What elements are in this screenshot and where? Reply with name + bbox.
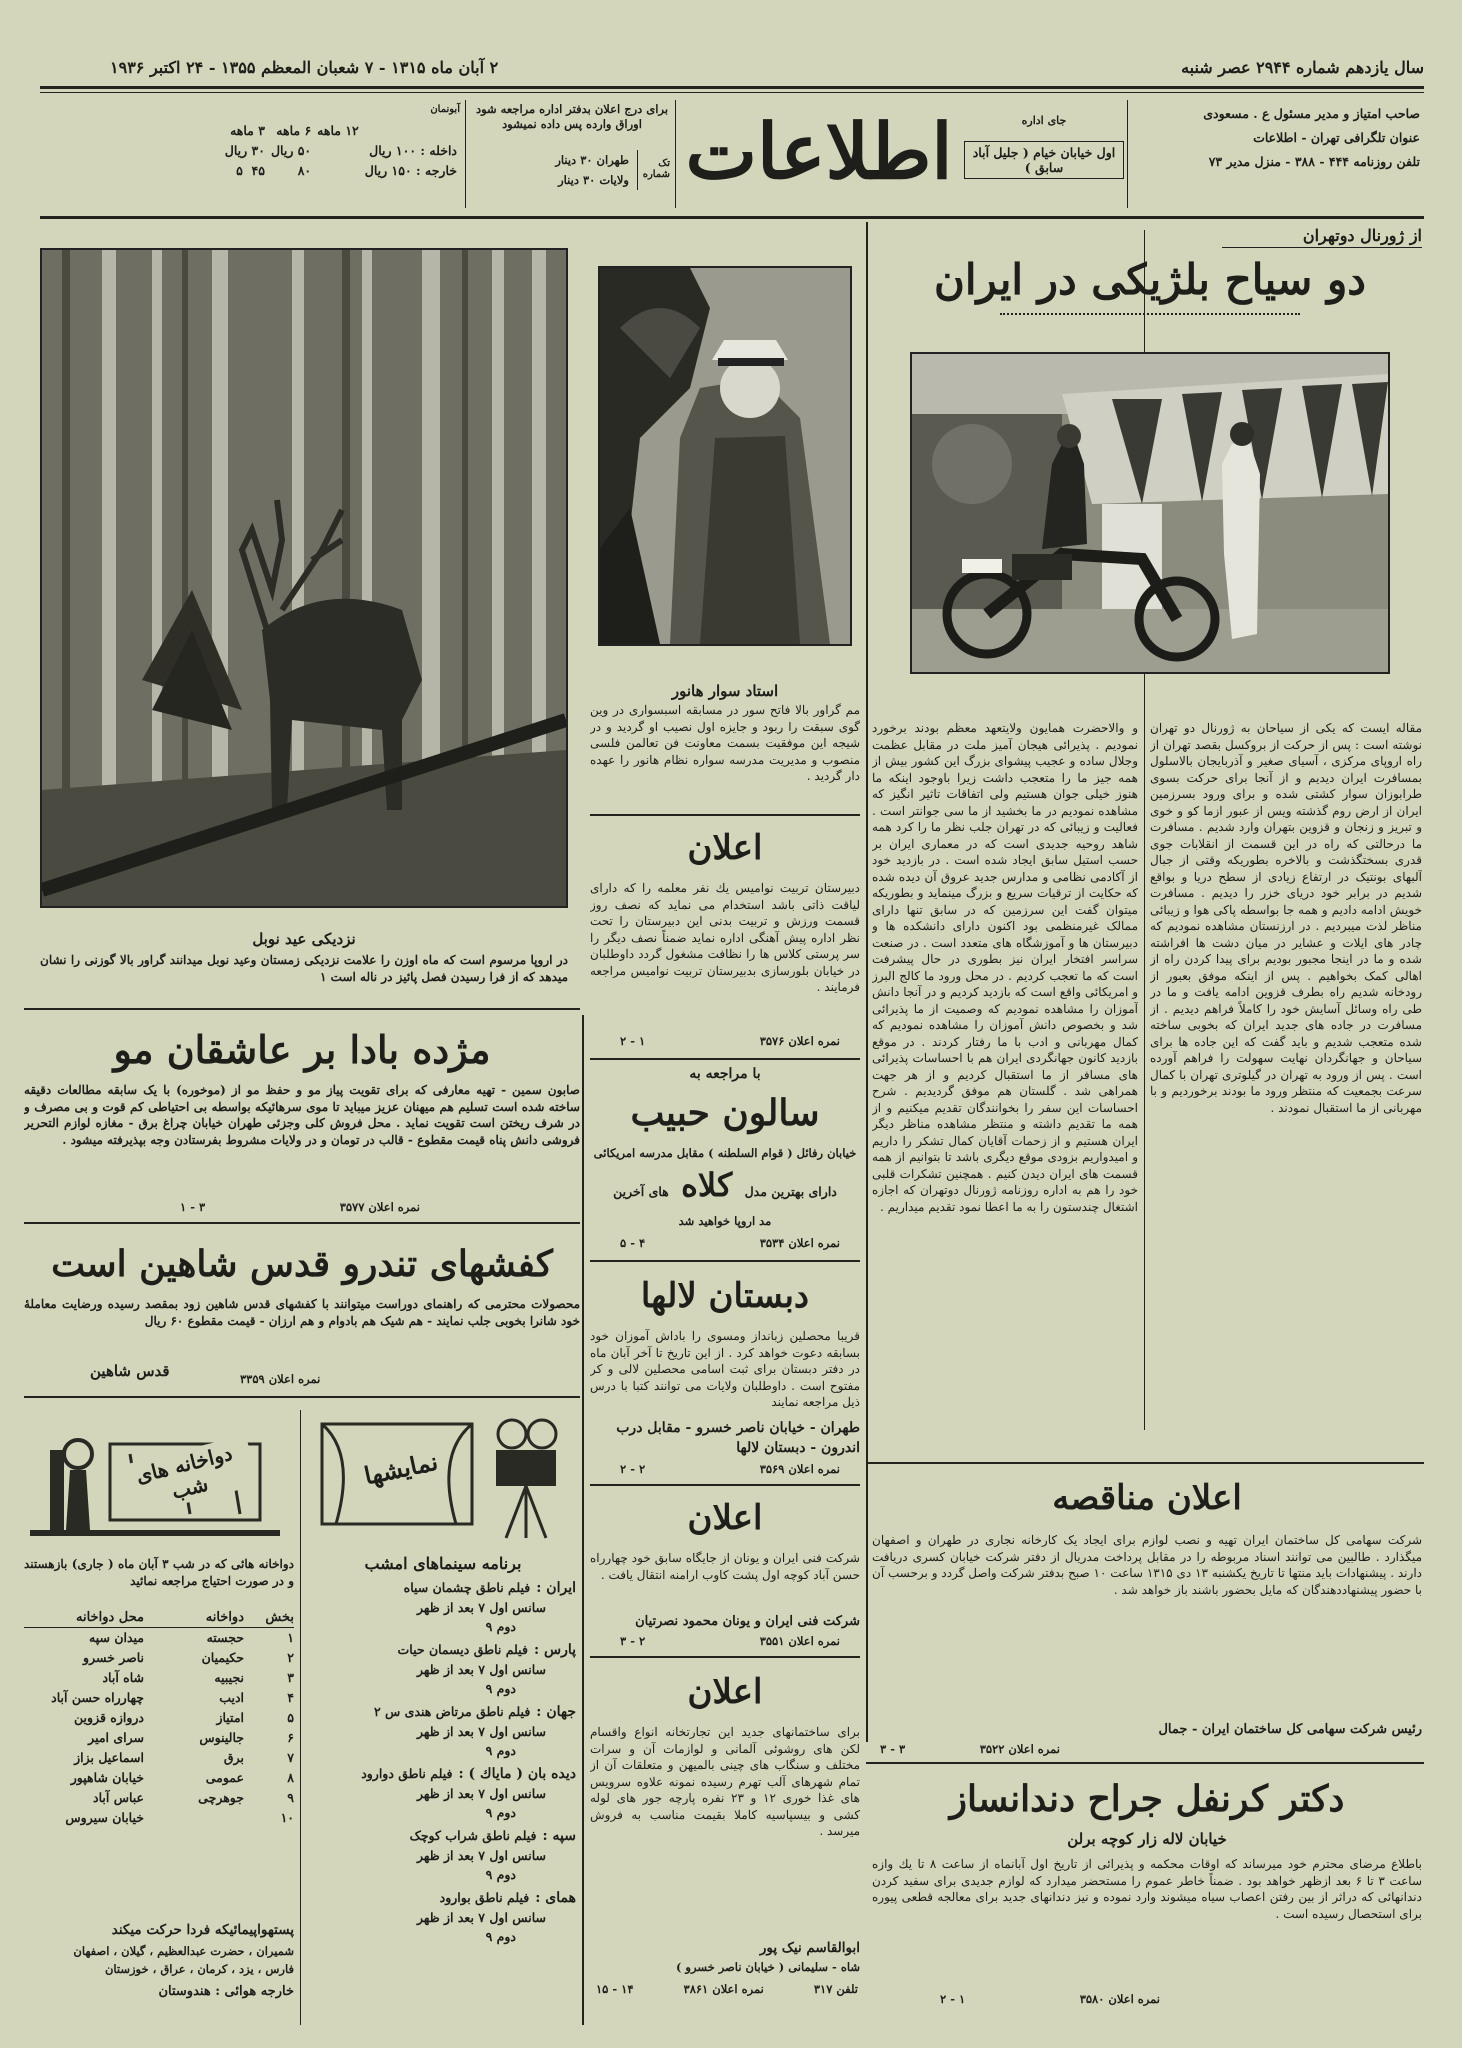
- pharmacy-place: میدان سپه: [89, 1630, 144, 1645]
- masthead-notes: [472, 102, 672, 132]
- motorcycle-photo-image: [912, 354, 1388, 672]
- cinema-show-1: سانس اول ۷ بعد از ظهر: [417, 1600, 546, 1615]
- building-notice-address: شاه - سلیمانی ( خیابان ناصر خسرو ): [675, 1960, 860, 1974]
- pharmacy-district: ۳: [287, 1670, 294, 1685]
- tender-body: شرکت سهامی کل ساختمان ایران تهیه و نصب لوازم برای ایجاد یک کارخانه نجاری در طهران و اصفهان میگذارد . طالبین می توانند اسناد مربوطه را در مقابل پرداخت مدریال از دفتر شرکت خیابان کسری دریافت دارند . پیشنهادات باید منتها تا تاریخ یکشنبه ۱۳ دی ۱۳۱۵ ساعت ۱۰ صبح بدفتر شرکت واصل گردد و برحسب آن با حضور پیشنهاددهندگان که مایل بحضور باشند باز خواهد شد .: [872, 1533, 1422, 1597]
- address-label: جای اداره: [1021, 114, 1067, 127]
- subs-foreign-3: ۴۵: [251, 163, 265, 178]
- foreign-air: [24, 1984, 294, 1999]
- pharmacy-district: ۲: [287, 1650, 294, 1665]
- cinema-show-1: سانس اول ۷ بعد از ظهر: [417, 1786, 546, 1801]
- shoes-ad-no: نمره اعلان ۳۳۵۹: [240, 1372, 321, 1386]
- laleh-body: قریبا محصلین زبانداز ومسوی را باداش آموزان خود بسابقه دعوت خواهد کرد . از این تاریخ تا آخر آبان ماه در دفتر دبستان برای ثبت اسامی محصلین لالی و کر مفتوح است . داوطلبان ولایات می توانند کتبا با درس ذیل مراجعه نمایند: [590, 1329, 860, 1409]
- cinema-show-2: دوم ۹: [485, 1929, 516, 1944]
- subs-domestic-12: داخله : ۱۰۰ ریال: [369, 143, 457, 158]
- flights-line-1: شمیران ، حضرت عبدالعظیم ، گیلان ، اصفهان: [73, 1944, 294, 1958]
- dentist-ad-seq: ۱ - ۲: [940, 1992, 966, 2006]
- building-notice-phone: تلفن ۳۱۷: [813, 1982, 858, 1996]
- pharmacy-name: حجسته: [206, 1630, 244, 1645]
- salon-line2-a: دارای بهترین مدل: [744, 1184, 837, 1199]
- pharmacy-district: ۸: [287, 1770, 294, 1785]
- cinema-venue-name: همای :: [535, 1890, 576, 1906]
- foreign-air-label: خارجه هوائی :: [215, 1984, 294, 1999]
- pharmacy-place: خیابان سیروس: [65, 1810, 144, 1825]
- pharmacy-logo: [30, 1414, 280, 1544]
- cinema-show-1: سانس اول ۷ بعد از ظهر: [417, 1848, 546, 1863]
- cinema-show-1: سانس اول ۷ بعد از ظهر: [417, 1724, 546, 1739]
- cinema-venue: [310, 1826, 576, 1884]
- salon-kicker: با مراجعه به: [689, 1066, 761, 1082]
- cinema-film: فیلم ناطق مرتاض هندی س ۲: [373, 1704, 531, 1719]
- pharmacy-place: عباس آباد: [93, 1790, 144, 1805]
- pharmacy-name: [154, 1808, 244, 1828]
- pharmacy-place: خیابان شاهپور: [70, 1770, 144, 1785]
- trade-notice-no: نمره اعلان ۳۵۵۱: [759, 1634, 840, 1648]
- pharmacy-place: شاه آباد: [102, 1670, 144, 1685]
- ads-note-2: اوراق وارده پس داده نمیشود: [502, 117, 642, 131]
- cinema-venue-name: دیده بان ( مایاك ) :: [458, 1766, 576, 1782]
- pharmacy-row: [24, 1728, 294, 1748]
- shoes-ad-brand: قدس شاهین: [90, 1362, 170, 1380]
- pharmacy-district: ۶: [287, 1730, 294, 1745]
- hair-ad-seq: ۳ - ۱: [180, 1200, 206, 1214]
- hair-ad-body: صابون سمین - تهیه معارفی که برای تقویت پیاز مو و حفظ مو از (موخوره) با یک سابقه مطالعات دقیقه ساخته شده است تسلیم هم میهنان عزیز میباید تا موی سرهائیکه بواسطه بی احتیاطی کم قوت و بی مصرف و در شرف ریختن است تقویت نماید . محل فروش کلی وجزئی طهران خیابان چراغ برق - مغازه لوازم التحریر فروشی دانش پناه قیمت مقطوع - قالب در تومان و در ولایات مشروط بفرستادن وجه بپذیرفته میشود .: [24, 1083, 580, 1147]
- salon-line3: مد اروپا خواهید شد: [678, 1214, 772, 1228]
- flights-line-2: فارس ، یزد ، کرمان ، عراق ، خوزستان: [104, 1962, 294, 1976]
- cinema-title: برنامه سینماهای امشب: [364, 1554, 522, 1573]
- pharmacy-district: ۱: [287, 1630, 294, 1645]
- pharmacy-table: [24, 1610, 294, 1828]
- pharmacy-name: جالینوس: [199, 1730, 244, 1745]
- school-notice-no: نمره اعلان ۳۵۷۶: [759, 1034, 840, 1048]
- trade-notice-footer: [620, 1634, 840, 1648]
- building-notice-title: اعلان: [687, 1672, 763, 1712]
- dentist-ad-no: نمره اعلان ۳۵۸۰: [1079, 1992, 1160, 2006]
- salon-hats-word: کلاه: [681, 1166, 733, 1204]
- belgian-text-left: و والاحضرت همایون ولایتعهد معظم بودند برخورد نمودیم . پذیرائی هیجان آمیز ملت در مقابل عظمت وجلال ساده و عجیب پیشوای بزرگ این کشور بیش از همه جیز ما را متعجب داشت زیرا باوجود اینکه ما هنوز خیلی جوان هستیم ولی اتفاقات تاثیر انگیز که مشاهده نمودیم در ما بخشید از ما سی جوانتر است . فعالیت و زیبائی که در تهران جلب نظر ما را کرد همه شاهد روحیه جدیدی است که در معماری ایران بر حسب استیل سابق ایجاد شده است . در بازدید خود از آکادمی نظامی و مدارس جدید عروق آن دیده شده که حکایت از ترقیات سریع و بزرگ مینماید و بطوریکه میتوان گفت این سرزمین که در سابق تنها دارای ممالک غیرمنظمی بود اکنون دارای دانشکده ها و دبیرستان ها و آموزشگاه های متعدد است . در صنعت سراسر افتخار ایران نیز بطوری در حال پیشرفت است که ما تعجب کردیم . در محل ورود ما کالج البرز و امریکائی واقع است که بازدید کردیم و در آنجا دانش آموزان را مشاهده نمودیم که وصمیت از ما پذیرائی شد و بخصوص دانش آموزان را مشاهده نمودیم که کمال مهربانی و ادب با ما رفتار کردند . در موقع بازدید کانون جهانگردی ایران هم با احساسات پذیرائی های مسافر از ما استقبال کردیم و از هر جهت همراهی شد . گلستان هم موفق گردیدیم . شرح احساسات این سفر را بخوانندگان تقدیم میکنیم و از همه ما تقدیم داشته و منتظر مشاهده مناظر دیگر ایران هستیم و از زحمات آقایان کمال تشکر را داریم و امیدواریم بزودی موقع دیگری باشد تا بتوانیم از همه قسمت های ایران دیدن کنیم . همچنین تشکرات قلبی خود را هم به اداره روزنامه ژورنال دوتهران که اجازه اشتغال چندستون را به ما اعطا نمود تقدیم میداریم .: [872, 721, 1138, 1214]
- pharmacy-row: [24, 1688, 294, 1708]
- newspaper-title: اطلاعات: [685, 107, 953, 196]
- subscription-table: [40, 102, 460, 181]
- belgian-photo: [910, 352, 1390, 674]
- pharmacy-place: سرای امیر: [88, 1730, 144, 1745]
- masthead: [40, 96, 1424, 216]
- pharmacy-row: [24, 1788, 294, 1808]
- telegraph-line: عنوان تلگرافی تهران - اطلاعات: [1253, 130, 1420, 145]
- laleh-headline: دبستان لالها: [640, 1276, 810, 1316]
- cinema-venue: [310, 1578, 576, 1636]
- subs-label: آبونمان: [430, 104, 460, 115]
- cinema-show-2: دوم ۹: [485, 1743, 516, 1758]
- cinema-film: فیلم ناطق شراب کوچک: [409, 1828, 537, 1843]
- pharmacy-row: [24, 1708, 294, 1728]
- building-notice-seq: ۱۴ - ۱۵: [596, 1982, 634, 1996]
- tender-footer: [880, 1742, 1060, 1756]
- cinema-show-2: دوم ۹: [485, 1619, 516, 1634]
- cinema-venue: [310, 1888, 576, 1946]
- pharmacy-col-name: دواخانه: [205, 1610, 244, 1625]
- cinema-list: [310, 1578, 576, 1950]
- shoes-ad-body: محصولات محترمی که راهنمای دوراست میتوانند با کفشهای قدس شاهین زود بمقصد رسیده ورضایت معاملهٔ خود شانرا بخوبی جلب نمایند - هم شیک هم بادوام و هم ارزان - قیمت مقطوع ۶۰ ریال: [24, 1297, 580, 1328]
- cinema-film: فیلم ناطق دیسمان حیات: [397, 1642, 528, 1657]
- salon-footer: [620, 1236, 840, 1250]
- phones-line: تلفن روزنامه ۴۴۴ - ۳۸۸ - منزل مدیر ۷۳: [1208, 154, 1420, 169]
- subs-foreign-6: ۸۰: [297, 163, 312, 178]
- headline-ornament: [1000, 313, 1300, 315]
- pharmacy-place: ناصر خسرو: [83, 1650, 144, 1665]
- pharmacy-district: ۵: [287, 1710, 294, 1725]
- pharmacy-district: ۹: [287, 1790, 294, 1805]
- laleh-address-1: طهران - خیابان ناصر خسرو - مقابل درب: [616, 1420, 860, 1436]
- rider-caption-body: مم گراور بالا فاتح سور در مسابقه اسبسواری در وین گوی سبقت را ربود و جایزه اول نصیب او گردید و در شیجه این موفقیت بسمت معاونت فن تعالمن فلسی منصوب و مدیریت مدرسه سواره نظام هانور را عهده دار گردید .: [590, 703, 860, 783]
- salon-address: خیابان رفائل ( قوام السلطنه ) مقابل مدرسه امریکائی: [593, 1146, 857, 1160]
- belgian-text-right: مقاله ایست که یکی از سیاحان به ژورنال دو تهران نوشته است : پس از حرکت از بروکسل بقصد تهران از راه اروپای مرکزی ، آسیای صغیر و آذربایجان بالاسلول بمسافرت ایران دیدیم و از آنجا برای حرکت بسوی طرابوزان سوار کشتی شده و برای ورود بسرزمین ایران از ارض روم گذشته ویس از عبور ازما کو و خوی و تبریز و زنجان و قزوین بتهران وارد شدیم . مسافرت ما درحالتی که راه در این قسمت از انقلابات جوی قدری بسختگذشت و بالاخره بطوریکه وقتی از جبال آلبهای بونتیک در ارتفاع زیادی از سطح دریا و بواقع شدیم در برابر خود دریای خزر را دیدیم . مسافرت خویش ادامه دادیم و همه جا بواسطه پاکی هوا و زیبائی مناظر لذت میبردیم . در ارزنستان مشاهده نمودیم که چادر های ایلات و عشایر در میان دشت ها افراشته شده و ما در اینجا مجبور بودیم برای پیدا کردن راه از اهالی کمک بخواهیم . پس از اینکه موفق بعبور از رودخانه شدیم راه بطرف قزوین ادامه یافت و ما در طی راه وسائل آسایش خود را کاملاً فراهم دیدیم . از مسافرت در جاده های جدید ایران که بخوبی ساخته شده متعجب شدیم و باید گفت که این جاده ها برای سیاحان و جهانگردان نهایت سهولت را فراهم آورده است . پس از ورود به تهران در گیلوتری تهران با کمال سرعت بجمعیت که منتظر ورود ما بودند برخوردیم و با مهربانی از ما استقبال نمودند .: [1150, 721, 1422, 1115]
- subs-header-3: ۳ ماهه: [230, 123, 265, 138]
- masthead-owner-info: [1140, 102, 1420, 174]
- building-notice-body: برای ساختمانهای جدید این تجارتخانه انواع واقسام لکن های روشوئی آلمانی و لوازمات آن و سرات مختلف و سنگاب های چینی بالمیهن و متعلقات آن از تمام شهرهای آلب تهرم رسیده نمونه علاوه سرویس های غذا خوری ۱۲ و ۲۳ نفره پارچه جور های لوله کشی و بیسپاسیه کاملا بقیمت مناسب به فروش میرسد .: [590, 1725, 860, 1838]
- subs-foreign-12: خارجه : ۱۵۰ ریال: [364, 163, 457, 178]
- cinema-film: فیلم ناطق دوارود: [361, 1766, 453, 1781]
- trade-notice-title: اعلان: [687, 1498, 763, 1538]
- tender-ad-seq: ۳ - ۳: [880, 1742, 906, 1756]
- subs-header-12: ۱۲ ماهه: [317, 123, 359, 138]
- pharmacy-name: عمومی: [205, 1770, 244, 1785]
- subs-foreign-extra: ۵: [236, 163, 243, 178]
- cinema-venue: [310, 1764, 576, 1822]
- cinema-film: فیلم ناطق بوارود: [439, 1890, 530, 1905]
- cinema-logo: [316, 1414, 576, 1544]
- pharmacy-row: [24, 1668, 294, 1688]
- rider-photo-image: [600, 268, 850, 644]
- building-notice-signature: ابوالقاسم نیک پور: [759, 1940, 860, 1956]
- pharmacy-name: نجیبیه: [214, 1670, 244, 1685]
- subs-domestic-3: ۳۰ ریال: [224, 143, 265, 158]
- trade-notice-body: شرکت فنی ایران و یونان از جایگاه سابق خود چهارراه حسن آباد کوچه اول پشت کاوب ارامنه انتقال یافت .: [590, 1551, 860, 1582]
- trade-notice-seq: ۲ - ۳: [620, 1634, 646, 1648]
- pharmacy-district: ۴: [287, 1690, 294, 1705]
- cinema-logo-text: نمایشها: [361, 1446, 441, 1491]
- pharmacy-row: [24, 1768, 294, 1788]
- flights-title: پستهواپیمائیکه فردا حرکت میکند: [111, 1922, 294, 1938]
- dentist-address: خیابان لاله زار کوچه برلن: [1067, 1830, 1227, 1848]
- pharmacy-name: حکیمیان: [201, 1650, 244, 1665]
- pharmacy-row: [24, 1648, 294, 1668]
- hair-ad-footer: [180, 1200, 420, 1214]
- salon-headline: سالون حبیب: [630, 1092, 820, 1134]
- pharmacy-district: ۷: [287, 1750, 294, 1765]
- school-notice-footer: [620, 1034, 840, 1048]
- subs-domestic-6: ۵۰ ریال: [270, 143, 312, 158]
- dentist-footer: [940, 1992, 1160, 2006]
- issue-line: سال یازدهم شماره ۲۹۴۴ عصر شنبه: [1181, 58, 1424, 77]
- salon-ad-seq: ۴ - ۵: [620, 1236, 646, 1250]
- school-notice-seq: ۱ - ۲: [620, 1034, 646, 1048]
- pharmacy-place: دروازه قزوین: [74, 1710, 144, 1725]
- cinema-show-1: سانس اول ۷ بعد از ظهر: [417, 1662, 546, 1677]
- hair-ad-no: نمره اعلان ۳۵۷۷: [339, 1200, 420, 1214]
- nobel-title: نزدیکی عید نوبل: [252, 930, 356, 948]
- deer-in-forest-image: [42, 250, 566, 906]
- building-notice-no: نمره اعلان ۳۸۶۱: [683, 1982, 764, 1996]
- owner-line: صاحب امتیاز و مدیر مسئول ع . مسعودی: [1203, 106, 1420, 121]
- laleh-footer: [620, 1462, 840, 1476]
- shoes-ad-headline: کفشهای تندرو قدس شاهین است: [51, 1243, 553, 1285]
- pharmacy-name: امتیاز: [216, 1710, 244, 1725]
- subs-header-6: ۶ ماهه: [276, 123, 312, 138]
- pharmacy-intro: دواخانه هائی که در شب ۳ آبان ماه ( جاری) بازهستند و در صورت احتیاج مراجعه نمائید: [24, 1557, 294, 1588]
- cinema-film: فیلم ناطق چشمان سیاه: [403, 1580, 531, 1595]
- rider-caption-title: استاد سوار هانور: [671, 682, 779, 700]
- cinema-show-2: دوم ۹: [485, 1681, 516, 1696]
- dentist-body: باطلاع مرضای محترم خود میرساند که اوقات محکمه و پذیرائی از تاریخ اول آبانماه از ساعت ۸ تا یك وازه ساعت ۳ تا ۶ بعد ازظهر خواهد بود . ضمناً خاطر عموم را مستحضر میدارد که لوازم جدیدی برای سفید کردن دندانهائی که دراثر از بین رفتن اعصاب سیاه میشوند وارد نموده و نیز دندانهای جدید برای معالجه قطعی پیوره برای استحصال رسیده است .: [872, 1857, 1422, 1921]
- cinema-venue: [310, 1640, 576, 1698]
- cinema-venue-name: ایران :: [536, 1580, 576, 1596]
- cinema-venue-name: پارس :: [533, 1642, 576, 1658]
- building-notice-footer: [596, 1982, 858, 1996]
- pharmacy-place: اسماعیل بزاز: [74, 1750, 144, 1765]
- salon-line2: [590, 1166, 860, 1204]
- pharmacy-row: [24, 1748, 294, 1768]
- tender-signature: رئیس شرکت سهامی کل ساختمان ایران - جمال: [1158, 1722, 1422, 1737]
- address-text: اول خیابان خیام ( جلیل آباد سابق ): [964, 141, 1124, 179]
- cinema-venue: [310, 1702, 576, 1760]
- cinema-venue-name: سپه :: [542, 1828, 576, 1844]
- cinema-venue-name: جهان :: [536, 1704, 576, 1720]
- school-notice-body: دبیرستان تربیت نوامیس یك نفر معلمه را که دارای لیاقت ذاتی باشد استخدام می نماید که نصف روز قسمت ورزش و تربیت بدنی این دبیرستان را تحت نظر اداره پیش آهنگی اداره نماید ضمناً نصف دیگر را سر پرستی کلاس ها را نظافت مشغول گردد داوطلبان در خیابان بلورسازی بدبیرستان تربیت نوامیس مراجعه فرمایند .: [590, 881, 860, 994]
- pharmacy-name: برق: [223, 1750, 244, 1765]
- pharmacy-district: ۱۰: [280, 1810, 294, 1825]
- school-notice-title: اعلان: [687, 828, 763, 868]
- hair-ad-headline: مژده بادا بر عاشقان مو: [113, 1027, 491, 1072]
- price-tehran: طهران ۳۰ دینار: [555, 153, 629, 167]
- salon-ad-no: نمره اعلان ۳۵۳۴: [759, 1236, 840, 1250]
- cinema-show-2: دوم ۹: [485, 1805, 516, 1820]
- pharmacy-row: [24, 1628, 294, 1648]
- tender-ad-no: نمره اعلان ۳۵۲۲: [979, 1742, 1060, 1756]
- dentist-headline: دکتر کرنفل جراح دندانساز: [949, 1778, 1345, 1820]
- pharmacy-logo-text: دواخانه های شب: [116, 1435, 259, 1518]
- cinema-show-1: سانس اول ۷ بعد از ظهر: [417, 1910, 546, 1925]
- nobel-body: در اروپا مرسوم است که ماه اوزن را علامت نزدیکی زمستان وعید نوبل میدانند گراور بالا گوزنی را نشان میدهد که از فرا رسیدن فصل پائیز در ناله است ۱: [40, 953, 568, 984]
- trade-notice-signature: شرکت فنی ایران و یونان محمود نصرتیان: [635, 1614, 860, 1629]
- foreign-air-value: هندوستان: [158, 1984, 211, 1999]
- pharmacy-place: چهارراه حسن آباد: [51, 1690, 144, 1705]
- tender-headline: اعلان مناقصه: [1052, 1478, 1242, 1518]
- single-copy-price: [472, 150, 672, 190]
- masthead-address: [964, 114, 1124, 179]
- laleh-ad-seq: ۲ - ۲: [620, 1462, 646, 1476]
- belgian-headline: دو سیاح بلژیکی در ایران: [934, 255, 1366, 304]
- price-label: تک شماره: [642, 158, 670, 180]
- pharmacy-name: ادیب: [219, 1690, 244, 1705]
- date-line: ۲ آبان ماه ۱۳۱۵ - ۷ شعبان المعظم ۱۳۵۵ - ۲۴ اکتبر ۱۹۳۶: [110, 58, 499, 77]
- salon-line2-b: های آخرین: [613, 1184, 669, 1199]
- rider-photo: [598, 266, 852, 646]
- laleh-ad-no: نمره اعلان ۳۵۶۹: [759, 1462, 840, 1476]
- pharmacy-row: [24, 1808, 294, 1828]
- deer-picture: [40, 248, 568, 908]
- laleh-address-2: اندرون - دبستان لالها: [736, 1440, 860, 1456]
- pharmacy-col-district: بخش: [265, 1610, 294, 1625]
- price-provinces: ولایات ۳۰ دینار: [558, 173, 629, 187]
- pharmacy-col-place: محل دواخانه: [76, 1610, 144, 1625]
- ads-note-1: برای درج اعلان بدفتر اداره مراجعه شود: [475, 102, 669, 116]
- cinema-show-2: دوم ۹: [485, 1867, 516, 1882]
- belgian-kicker: از ژورنال دوتهران: [1222, 226, 1422, 248]
- top-bar: [40, 56, 1424, 82]
- pharmacy-name: جوهرچی: [198, 1790, 244, 1805]
